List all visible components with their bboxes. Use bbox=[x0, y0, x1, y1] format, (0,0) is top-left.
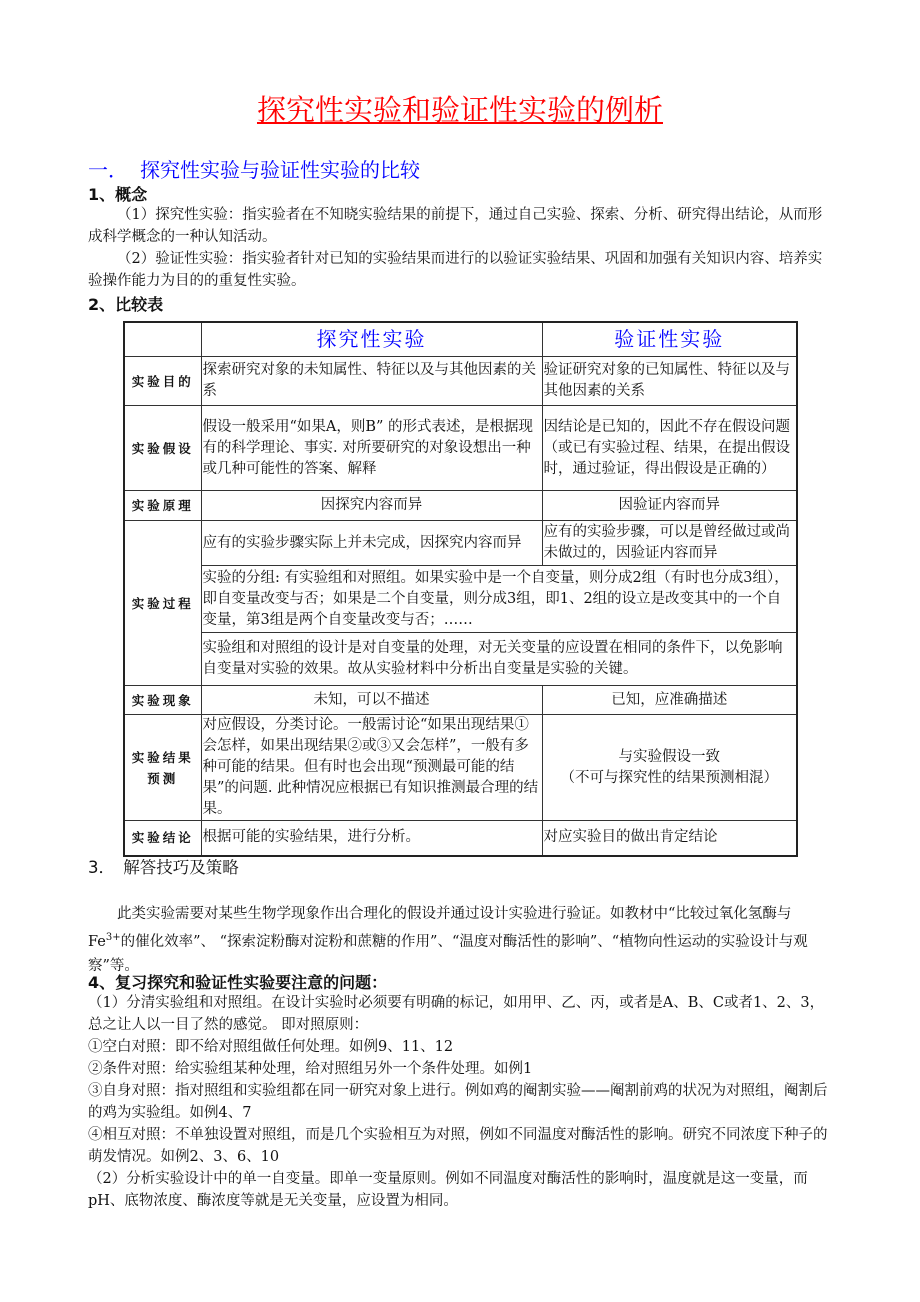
cell: 探索研究对象的未知属性、特征以及与其他因素的关系 bbox=[201, 357, 542, 406]
tips-text: 的催化效率”、 “探索淀粉酶对淀粉和蔗糖的作用”、“温度对酶活性的影响”、“植物向性运动的实验设计与观察”等。 bbox=[88, 933, 808, 974]
concept-heading: 1、概念 bbox=[88, 185, 148, 204]
superscript: 3+ bbox=[105, 932, 121, 943]
cell-line: 与实验假设一致 bbox=[618, 748, 720, 765]
row-label: 实验假设 bbox=[124, 406, 201, 491]
table-row bbox=[124, 686, 797, 715]
compare-heading: 2、比较表 bbox=[88, 295, 164, 314]
header-explore: 探究性实验 bbox=[201, 322, 542, 357]
table-header-row bbox=[124, 322, 797, 357]
review-heading: 4、复习探究和验证性实验要注意的问题： bbox=[88, 973, 388, 992]
table-row bbox=[124, 357, 797, 406]
cell bbox=[542, 715, 797, 821]
review-item: （2）分析实验设计中的单一自变量。即单一变量原则。例如不同温度对酶活性的影响时，温度就是这一变量，而pH、底物浓度、酶浓度等就是无关变量，应设置为相同。 bbox=[88, 1171, 808, 1209]
row-label: 实验结果预测 bbox=[124, 715, 201, 821]
review-item: ②条件对照：给实验组某种处理，给对照组另外一个条件处理。如例1 bbox=[88, 1061, 533, 1077]
tips-text: 此类实验需要对某些生物学现象作出合理化的假设并通过设计实验进行验证。如教材中“比较过氧化氢酶与Fe bbox=[88, 906, 792, 950]
section-title: 探究性实验与验证性实验的比较 bbox=[140, 158, 420, 182]
section-number: 一． bbox=[88, 158, 128, 182]
review-list bbox=[88, 992, 834, 1212]
table-row bbox=[124, 521, 797, 566]
cell: 应有的实验步骤，可以是曾经做过或尚未做过的，因验证内容而异 bbox=[542, 521, 797, 566]
cell: 因验证内容而异 bbox=[542, 491, 797, 521]
review-item: ④相互对照：不单独设置对照组，而是几个实验相互为对照，例如不同温度对酶活性的影响。研究不同浓度下种子的萌发情况。如例2、3、6、10 bbox=[88, 1127, 828, 1165]
review-item: ①空白对照：即不给对照组做任何处理。如例9、11、12 bbox=[88, 1039, 454, 1055]
concept-paragraph-2: （2）验证性实验：指实验者针对已知的实验结果而进行的以验证实验结果、巩固和加强有关知识内容、培养实验操作能力为目的的重复性实验。 bbox=[88, 251, 823, 289]
cell: 实验的分组: 有实验组和对照组。如果实验中是一个自变量，则分成2组（有时也分成3组），即自变量改变与否；如果是二个自变量，则分成3组，即1、2组的设立是改变其中的一个自变量，第3组是两个自变量改变与否；…… bbox=[201, 566, 797, 633]
cell: 根据可能的实验结果，进行分析。 bbox=[201, 821, 542, 856]
header-verify: 验证性实验 bbox=[542, 322, 797, 357]
tips-heading: 3． 解答技巧及策略 bbox=[88, 858, 239, 877]
row-label: 实验过程 bbox=[124, 521, 201, 686]
row-label: 实验结论 bbox=[124, 821, 201, 856]
cell-line: （不可与探究性的结果预测相混） bbox=[560, 769, 778, 786]
table-row bbox=[124, 406, 797, 491]
cell: 应有的实验步骤实际上并未完成，因探究内容而异 bbox=[201, 521, 542, 566]
table-row bbox=[124, 715, 797, 821]
row-label: 实验现象 bbox=[124, 686, 201, 715]
cell: 对应实验目的做出肯定结论 bbox=[542, 821, 797, 856]
cell: 已知，应准确描述 bbox=[542, 686, 797, 715]
cell: 实验组和对照组的设计是对自变量的处理，对无关变量的应设置在相同的条件下，以免影响自变量对实验的效果。故从实验材料中分析出自变量是实验的关键。 bbox=[201, 633, 797, 686]
cell: 假设一般采用“如果A，则B” 的形式表述，是根据现有的科学理论、事实. 对所要研究的对象设想出一种或几种可能性的答案、解释 bbox=[201, 406, 542, 491]
table-row bbox=[124, 491, 797, 521]
table-row bbox=[124, 566, 797, 633]
cell: 验证研究对象的已知属性、特征以及与其他因素的关系 bbox=[542, 357, 797, 406]
cell: 因探究内容而异 bbox=[201, 491, 542, 521]
page-title: 探究性实验和验证性实验的例析 bbox=[256, 93, 663, 127]
table-row bbox=[124, 633, 797, 686]
comparison-table bbox=[123, 321, 798, 857]
empty-cell bbox=[124, 322, 201, 357]
review-item: （1）分清实验组和对照组。在设计实验时必须要有明确的标记，如用甲、乙、丙，或者是A、B、C或者1、2、3，总之让人以一目了然的感觉。 即对照原则： bbox=[88, 995, 825, 1033]
row-label: 实验目的 bbox=[124, 357, 201, 406]
section-heading bbox=[88, 154, 420, 183]
table-row bbox=[124, 821, 797, 856]
cell: 因结论是已知的，因此不存在假设问题（或已有实验过程、结果，在提出假设时，通过验证，得出假设是正确的） bbox=[542, 406, 797, 491]
cell: 对应假设，分类讨论。一般需讨论“如果出现结果①会怎样，如果出现结果②或③又会怎样”，一般有多种可能的结果。但有时也会出现“预测最可能的结果”的问题. 此种情况应根据已有知识推测最合理的结果。 bbox=[201, 715, 542, 821]
cell: 未知，可以不描述 bbox=[201, 686, 542, 715]
review-item: ③自身对照：指对照组和实验组都在同一研究对象上进行。例如鸡的阉割实验——阉割前鸡的状况为对照组，阉割后的鸡为实验组。如例4、7 bbox=[88, 1083, 828, 1121]
concept-paragraph-1: （1）探究性实验：指实验者在不知晓实验结果的前提下，通过自己实验、探索、分析、研究得出结论，从而形成科学概念的一种认知活动。 bbox=[88, 207, 823, 245]
row-label: 实验原理 bbox=[124, 491, 201, 521]
tips-paragraph bbox=[88, 902, 834, 978]
